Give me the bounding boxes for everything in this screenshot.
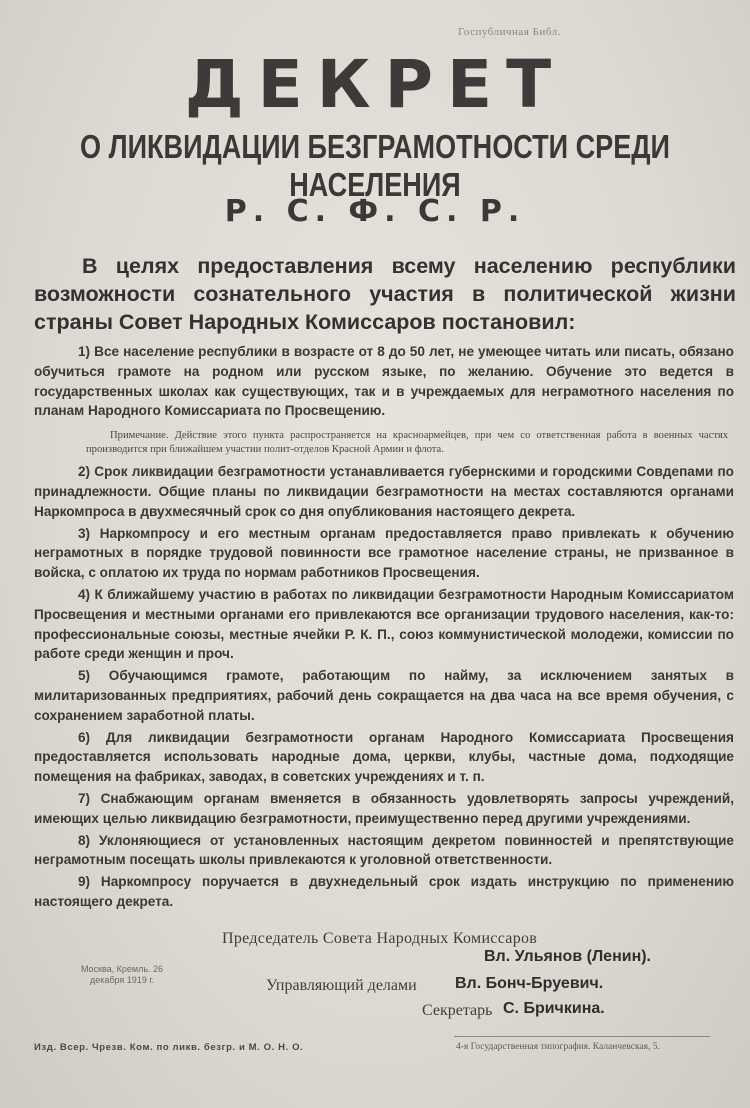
decree-body [34, 342, 734, 914]
chair-title: Председатель Совета Народных Комиссаров [222, 930, 538, 947]
affairs-manager-name: Вл. Бонч-Бруевич. [455, 975, 604, 992]
footer-divider [454, 1036, 710, 1037]
chair-name: Вл. Ульянов (Ленин). [484, 948, 651, 965]
clause-4: 4) К ближайшему участию в работах по ликвидации безграмотности Народным Комиссариатом Просвещения и местными органами его привлекаются все организации трудового населения, как-то: профессиональные союзы, местные ячейки Р. К. П., союз коммунистической молодежи, комиссии по работе среди женщин и проч. [34, 586, 734, 662]
clause-9: 9) Наркомпросу поручается в двухнедельный срок издать инструкцию по применению настоящего декрета. [34, 874, 734, 909]
clause-1: 1) Все население республики в возрасте от 8 до 50 лет, не умеющее читать или писать, обязано обучиться грамоте на родном или русском языке, по желанию. Обучение это ведется в государственных школах как существующих, так и в учреждаемых для неграмотного населения по планам Народного Комиссариата по Просвещению. [34, 344, 734, 419]
document-title: ДЕКРЕТ [184, 46, 566, 123]
clause-5: 5) Обучающимся грамоте, работающим по найму, за исключением занятых в милитаризованных предприятиях, рабочий день сокращается на два часа на все время обучения, с сохранением заработной платы. [34, 668, 734, 723]
clause-7: 7) Снабжающим органам вменяется в обязанность удовлетворять запросы учреждений, имеющих целью ликвидацию безграмотности, преимущественно перед другими учреждениями. [34, 790, 734, 826]
publisher-imprint: Изд. Всер. Чрезв. Ком. по ликв. безгр. и М. О. Н. О. [34, 1042, 304, 1053]
place-date: Москва, Кремль. 26 декабря 1919 г. [80, 964, 164, 985]
preamble: В целях предоставления всему населению республики возможности сознательного участия в политической жизни страны Совет Народных Комиссаров постановил: [34, 254, 736, 334]
printer-imprint: 4-я Государственная типография. Каланчевская, 5. [456, 1042, 660, 1052]
document-subtitle: О ЛИКВИДАЦИИ БЕЗГРАМОТНОСТИ СРЕДИ НАСЕЛЕНИЯ [80, 128, 670, 203]
secretary-name: С. Бричкина. [503, 1000, 605, 1017]
clause-1-note: Примечание. Действие этого пункта распространяется на красноармейцев, при чем со ответственная работа в военных частях производится при ближайшем участии полит-отделов Красной Армии и флота. [86, 430, 728, 455]
library-stamp: Госпубличная Библ. [458, 26, 561, 38]
clause-2: 2) Срок ликвидации безграмотности устанавливается губернскими и городскими Совдепами по принадлежности. Общие планы по ликвидации безграмотности на местах составляются органами Наркомпроса в двухмесячный срок со дня опубликования настоящего декрета. [34, 464, 734, 519]
affairs-manager-title: Управляющий делами [266, 977, 417, 994]
secretary-title: Секретарь [422, 1002, 493, 1019]
clause-3: 3) Наркомпросу и его местным органам предоставляется право привлекать к обучению неграмотных в порядке трудовой повинности все грамотное население страны, не призванное в войска, с оплатою их труда по нормам работников Просвещения. [34, 525, 734, 581]
clause-8: 8) Уклоняющиеся от установленных настоящим декретом повинностей и препятствующие неграмотным посещать школы привлекаются к уголовной ответственности. [34, 832, 734, 868]
republic-name: Р. С. Ф. С. Р. [224, 194, 526, 229]
clause-6: 6) Для ликвидации безграмотности органам Народного Комиссариата Просвещения предоставляется использовать народные дома, церкви, клубы, частные дома, подходящие помещения на фабриках, заводах, в советских учреждениях и т. п. [34, 729, 734, 785]
